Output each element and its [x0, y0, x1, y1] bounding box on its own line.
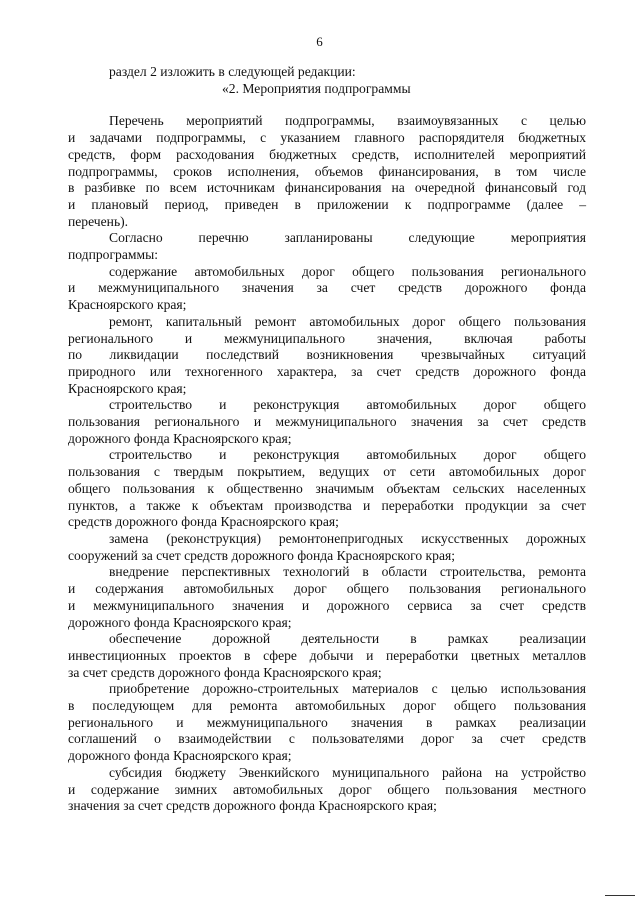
text-line: содержание автомобильных дорог общего пользования регионального: [109, 263, 586, 279]
text-line: и содержания автомобильных дорог общего пользования регионального: [68, 581, 586, 597]
text-line: внедрение перспективных технологий в области строительства, ремонта: [109, 564, 586, 580]
list-item: [68, 765, 586, 815]
text-line: соглашений о взаимодействии с пользователями дорог за счет средств: [68, 731, 586, 747]
list-item: [68, 447, 586, 531]
text-line: Согласно перечню запланированы следующие мероприятия: [109, 230, 586, 246]
text-line: Перечень мероприятий подпрограммы, взаимоувязанных с целью: [109, 113, 586, 129]
text-line: Красноярского края;: [68, 380, 187, 396]
section-heading: «2. Мероприятия подпрограммы: [222, 80, 411, 96]
text-line: замена (реконструкция) ремонтонепригодных искусственных дорожных: [109, 530, 586, 546]
list-item: [68, 397, 586, 447]
text-line: подпрограммы, сроков исполнения, объемов финансирования, в том числе: [68, 163, 586, 179]
text-line: и межмуниципального значения за счет средств дорожного фонда: [68, 280, 586, 296]
text-line: ремонт, капитальный ремонт автомобильных дорог общего пользования: [109, 313, 586, 329]
text-line: Красноярского края;: [68, 297, 187, 313]
text-line: и межмуниципального значения и дорожного сервиса за счет средств: [68, 597, 586, 613]
text-line: регионального и межмуниципального значения, включая работы: [68, 330, 586, 346]
paragraph-overview: [68, 113, 586, 230]
text-line: и содержание зимних автомобильных дорог общего пользования местного: [68, 781, 586, 797]
document-body: [68, 64, 586, 815]
text-line: субсидия бюджету Эвенкийского муниципального района на устройство: [109, 764, 586, 780]
list-item: [68, 681, 586, 765]
text-line: пользования с твердым покрытием, ведущих от сети автомобильных дорог: [68, 464, 586, 480]
text-line: и плановый период, приведен в приложении к подпрограмме (далее –: [68, 196, 586, 212]
paragraph-activities-intro: [68, 230, 586, 263]
text-line: значения за счет средств дорожного фонда Красноярского края;: [68, 798, 437, 814]
text-line: и задачами подпрограммы, с указанием главного распорядителя бюджетных: [68, 130, 586, 146]
text-line: в последующем для ремонта автомобильных дорог общего пользования: [68, 698, 586, 714]
list-item: [68, 564, 586, 631]
text-line: в разбивке по всем источникам финансирования на очередной финансовый год: [68, 180, 586, 196]
list-item: [68, 314, 586, 398]
text-line: строительство и реконструкция автомобильных дорог общего: [109, 447, 586, 463]
text-line: приобретение дорожно-строительных материалов с целью использования: [109, 681, 586, 697]
text-line: средств, форм расходования бюджетных средств, исполнителей мероприятий: [68, 146, 586, 162]
text-line: подпрограммы:: [68, 247, 158, 263]
text-line: пунктов, а также к объектам производства и переработки продукции за счет: [68, 497, 586, 513]
text-line: пользования регионального и межмуниципального значения за счет средств: [68, 414, 586, 430]
text-line: обеспечение дорожной деятельности в рамках реализации: [109, 631, 586, 647]
text-line: за счет средств дорожного фонда Красноярского края;: [68, 664, 382, 680]
text-line: дорожного фонда Красноярского края;: [68, 430, 292, 446]
page-number: 6: [316, 34, 323, 49]
text-line: дорожного фонда Красноярского края;: [68, 614, 292, 630]
list-item: [68, 531, 586, 564]
text-line: природного или техногенного характера, за счет средств дорожного фонда: [68, 363, 586, 379]
text-line: дорожного фонда Красноярского края;: [68, 748, 292, 764]
text-line: регионального и межмуниципального значения в рамках реализации: [68, 714, 586, 730]
list-item: [68, 631, 586, 681]
footer-rule: [605, 895, 635, 896]
list-item: [68, 264, 586, 314]
text-line: строительство и реконструкция автомобильных дорог общего: [109, 397, 586, 413]
text-line: перечень).: [68, 213, 129, 229]
text-line: по ликвидации последствий возникновения чрезвычайных ситуаций: [68, 347, 586, 363]
text-line: общего пользования к общественно значимым объектам сельских населенных: [68, 480, 586, 496]
intro-line: раздел 2 изложить в следующей редакции:: [109, 64, 356, 79]
text-line: средств дорожного фонда Красноярского края;: [68, 514, 339, 530]
paragraph-gap: [68, 97, 586, 113]
text-line: инвестиционных проектов в сфере добычи и переработки цветных металлов: [68, 647, 586, 663]
text-line: сооружений за счет средств дорожного фонда Красноярского края;: [68, 547, 456, 563]
